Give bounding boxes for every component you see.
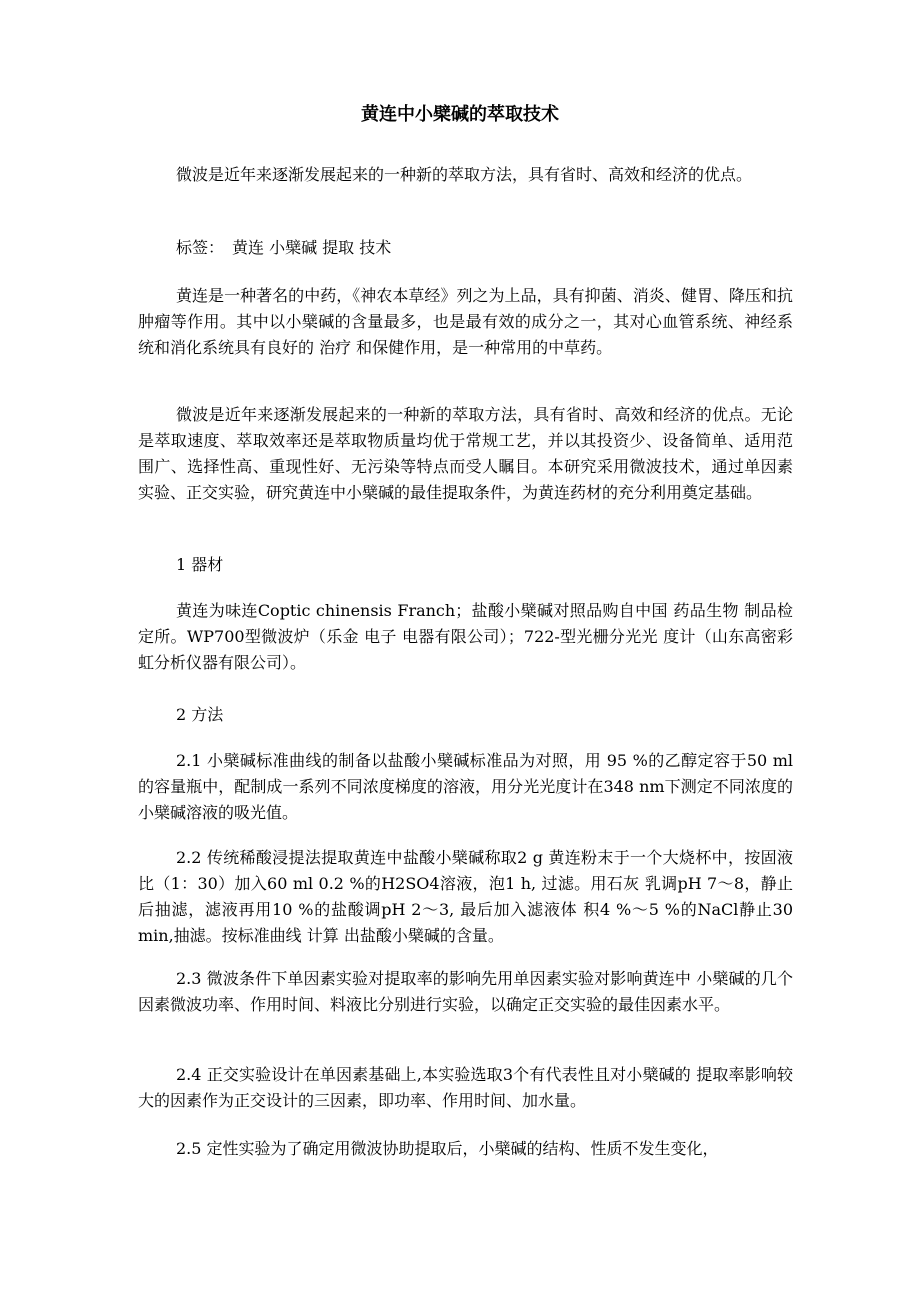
method-2-2-paragraph: 2.2 传统稀酸浸提法提取黄连中盐酸小檗碱称取2 g 黄连粉末于一个大烧杯中，按固液比（1：30）加入60 ml 0.2 %的H2SO4溶液，泡1 h, 过滤。用石灰 乳调pH 7～8，静止后抽滤，滤液再用10 %的盐酸调pH 2～3, 最后加入滤液体 积4 %～5 %的NaCl静止30 min,抽滤。按标准曲线 计算 出盐酸小檗碱的含量。 <box>138 848 793 945</box>
section-heading-materials: 1 器材 <box>176 555 224 574</box>
document-title: 黄连中小檗碱的萃取技术 <box>361 104 559 125</box>
abstract-paragraph: 微波是近年来逐渐发展起来的一种新的萃取方法，具有省时、高效和经济的优点。 <box>176 165 753 184</box>
method-2-3-paragraph: 2.3 微波条件下单因素实验对提取率的影响先用单因素实验对影响黄连中 小檗碱的几个因素微波功率、作用时间、料液比分别进行实验，以确定正交实验的最佳因素水平。 <box>138 969 793 1014</box>
method-2-4-paragraph: 2.4 正交实验设计在单因素基础上,本实验选取3个有代表性且对小檗碱的 提取率影响较大的因素作为正交设计的三因素，即功率、作用时间、加水量。 <box>138 1065 793 1110</box>
section-heading-methods: 2 方法 <box>176 705 224 724</box>
method-2-5-paragraph: 2.5 定性实验为了确定用微波协助提取后，小檗碱的结构、性质不发生变化， <box>176 1139 719 1158</box>
tags-line: 标签： 黄连 小檗碱 提取 技术 <box>176 238 392 257</box>
materials-paragraph: 黄连为味连Coptic chinensis Franch；盐酸小檗碱对照品购自中国 药品生物 制品检定所。WP700型微波炉（乐金 电子 电器有限公司）；722-型光栅分光光 度计（山东高密彩虹分析仪器有限公司）。 <box>138 601 793 672</box>
method-2-1-paragraph: 2.1 小檗碱标准曲线的制备以盐酸小檗碱标准品为对照，用 95 %的乙醇定容于50 ml的容量瓶中，配制成一系列不同浓度梯度的溶液，用分光光度计在348 nm下测定不同浓度的小檗碱溶液的吸光值。 <box>138 751 793 822</box>
intro-paragraph-2: 微波是近年来逐渐发展起来的一种新的萃取方法，具有省时、高效和经济的优点。无论是萃取速度、萃取效率还是萃取物质量均优于常规工艺，并以其投资少、设备简单、适用范围广、选择性高、重现性好、无污染等特点而受人瞩目。本研究采用微波技术，通过单因素实验、正交实验，研究黄连中小檗碱的最佳提取条件，为黄连药材的充分利用奠定基础。 <box>138 405 793 502</box>
intro-paragraph-1: 黄连是一种著名的中药，《神农本草经》列之为上品，具有抑菌、消炎、健胃、降压和抗肿瘤等作用。其中以小檗碱的含量最多，也是最有效的成分之一，其对心血管系统、神经系统和消化系统具有良好的 治疗 和保健作用，是一种常用的中草药。 <box>138 286 793 357</box>
